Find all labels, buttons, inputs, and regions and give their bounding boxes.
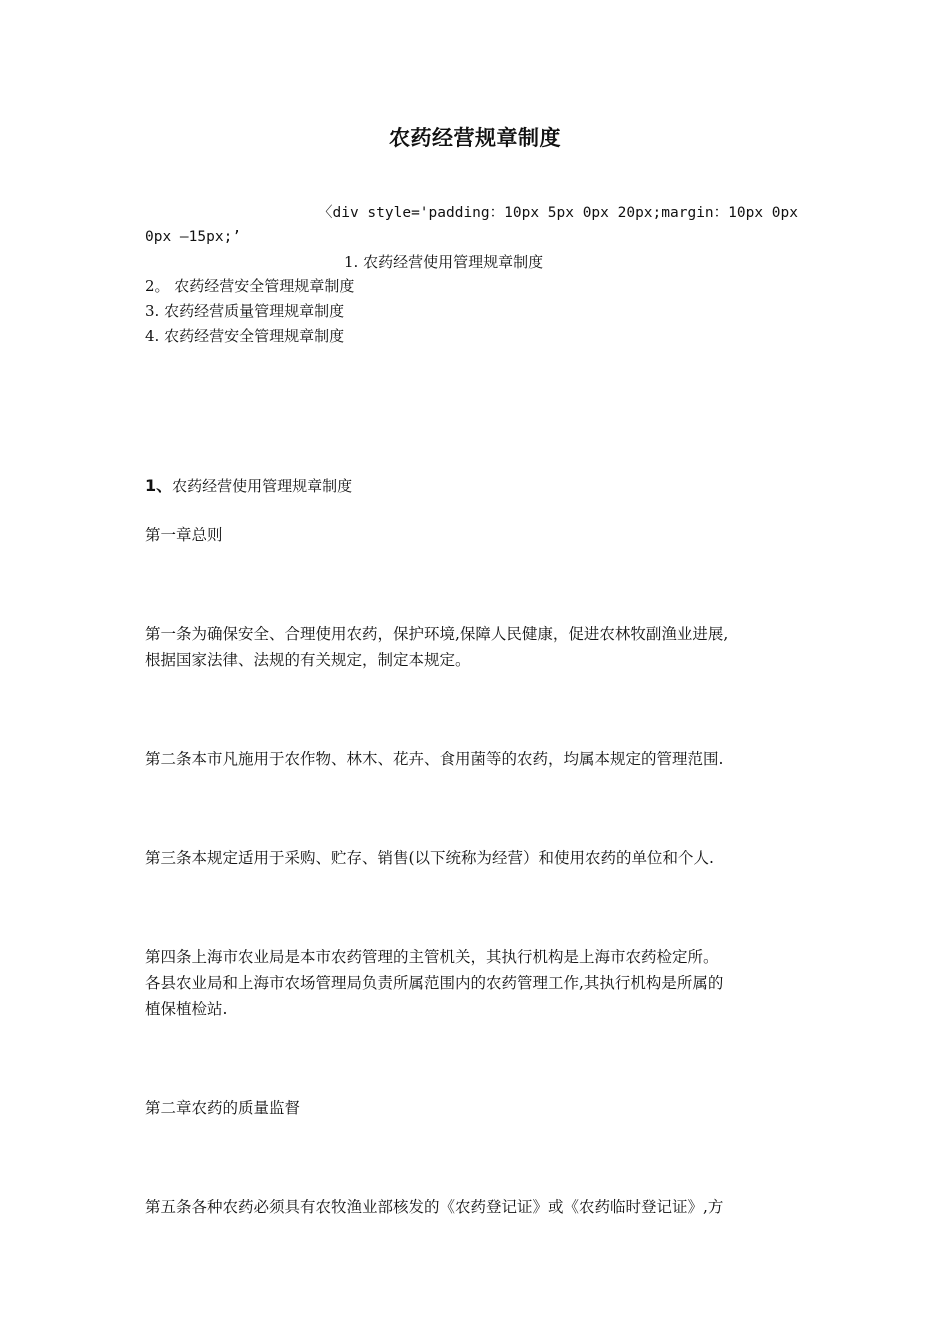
- code-snippet-line-2: 0px —15px;’: [145, 229, 242, 245]
- article-5-line-1: 第五条各种农药必须具有农牧渔业部核发的《农药登记证》或《农药临时登记证》,方: [145, 1198, 724, 1216]
- article-3: 第三条本规定适用于采购、贮存、销售(以下统称为经营）和使用农药的单位和个人.: [145, 849, 714, 867]
- toc-item-2: 2。 农药经营安全管理规章制度: [145, 277, 355, 295]
- article-1-line-1: 第一条为确保安全、合理使用农药，保护环境,保障人民健康，促进农林牧副渔业进展,: [145, 625, 729, 643]
- article-4-line-3: 植保植检站.: [145, 1000, 228, 1018]
- toc-item-1: 1. 农药经营使用管理规章制度: [344, 253, 544, 271]
- toc-item-4: 4. 农药经营安全管理规章制度: [145, 327, 345, 345]
- article-4-line-2: 各县农业局和上海市农场管理局负责所属范围内的农药管理工作,其执行机构是所属的: [145, 974, 724, 992]
- document-title: 农药经营规章制度: [389, 126, 561, 150]
- chapter-1-heading: 第一章总则: [145, 526, 223, 544]
- code-snippet-line-1: 〈div style='padding：10px 5px 0px 20px;margin：10px 0px: [318, 205, 798, 221]
- article-1-line-2: 根据国家法律、法规的有关规定，制定本规定。: [145, 651, 471, 669]
- section-heading-text: 农药经营使用管理规章制度: [172, 477, 353, 495]
- article-4-line-1: 第四条上海市农业局是本市农药管理的主管机关，其执行机构是上海市农药检定所。: [145, 948, 719, 966]
- article-2: 第二条本市凡施用于农作物、林木、花卉、食用菌等的农药，均属本规定的管理范围.: [145, 750, 724, 768]
- section-heading: [145, 474, 352, 498]
- toc-item-3: 3. 农药经营质量管理规章制度: [145, 302, 345, 320]
- chapter-2-heading: 第二章农药的质量监督: [145, 1099, 301, 1117]
- section-heading-number: 1、: [145, 476, 173, 495]
